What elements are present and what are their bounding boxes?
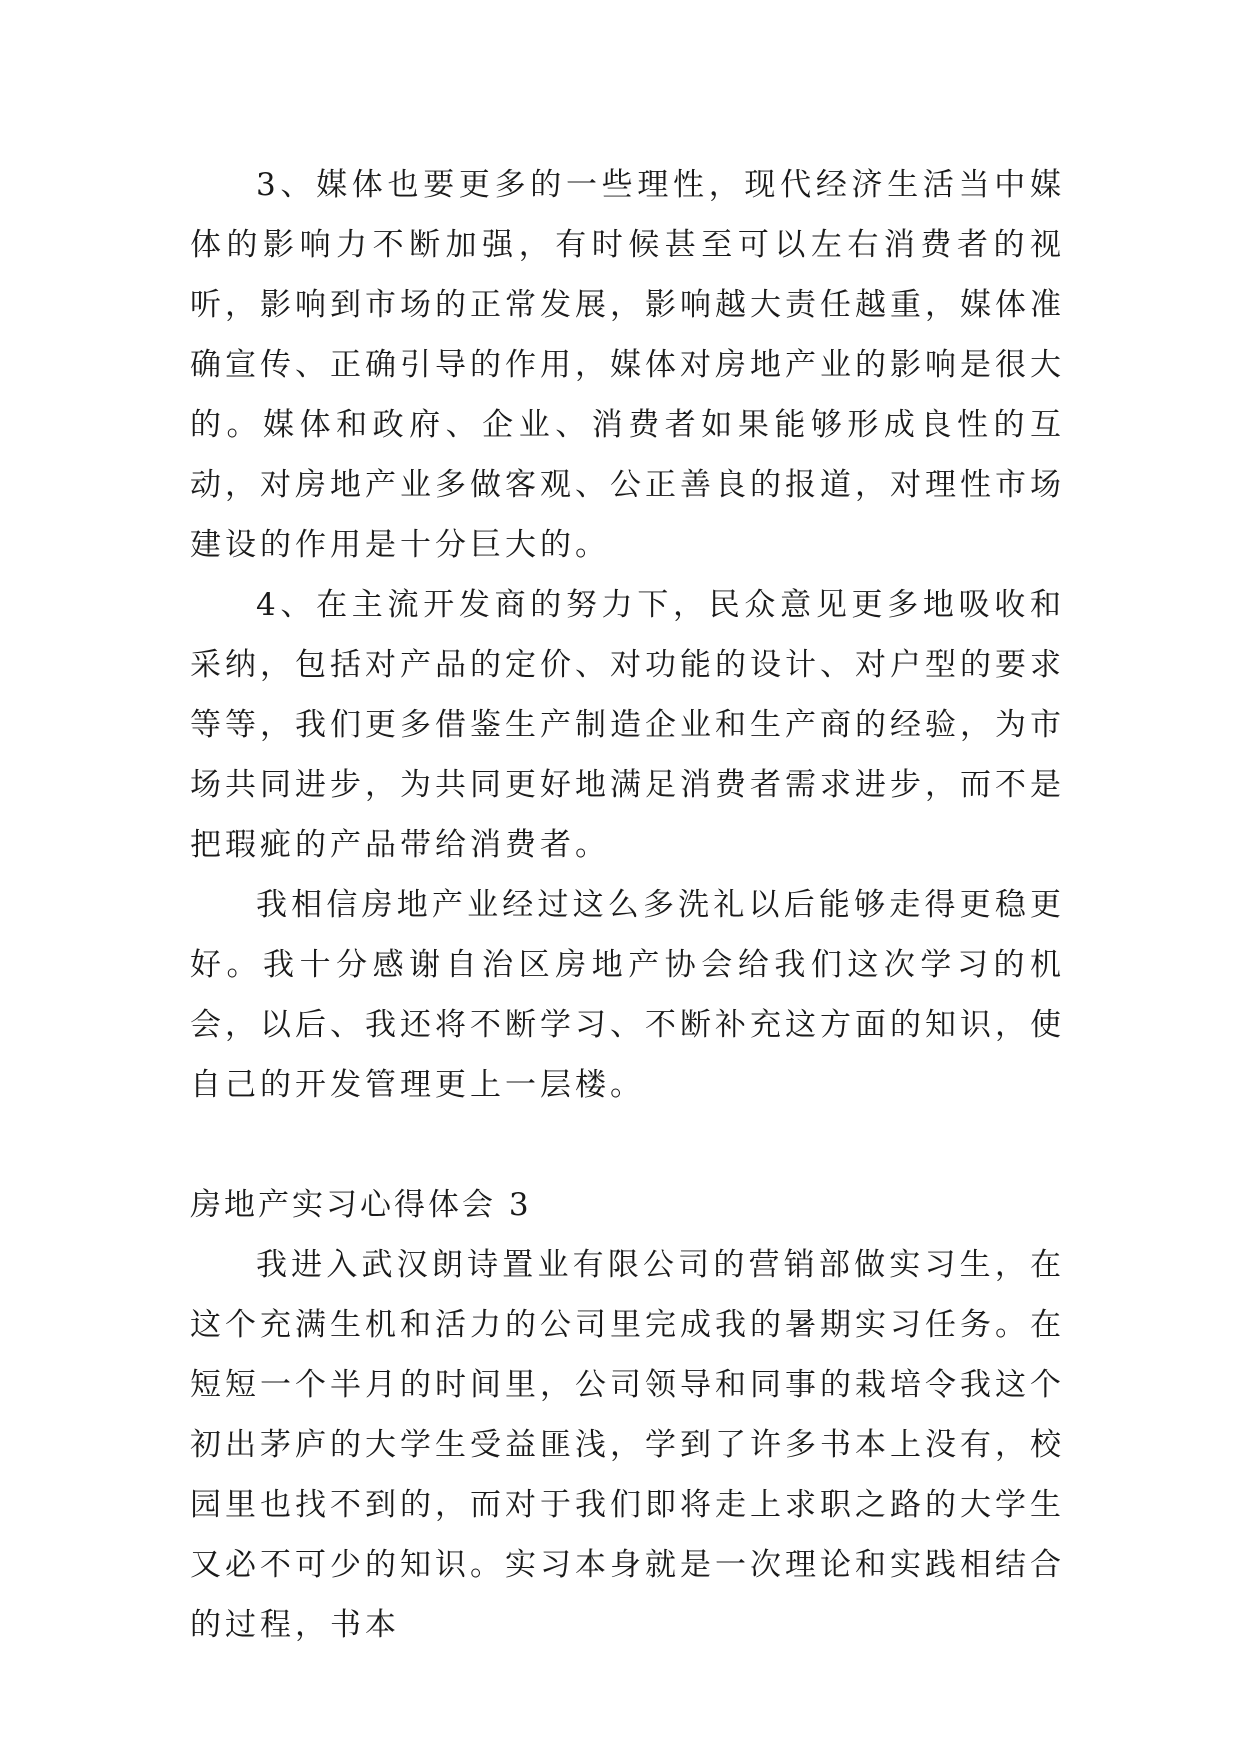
paragraph-conclusion: 我相信房地产业经过这么多洗礼以后能够走得更稳更好。我十分感谢自治区房地产协会给我们这次学习的机会，以后、我还将不断学习、不断补充这方面的知识，使自己的开发管理更上一层楼。 bbox=[190, 887, 1065, 1103]
paragraph-media-rationality: 3、媒体也要更多的一些理性，现代经济生活当中媒体的影响力不断加强，有时候甚至可以左右消费者的视听，影响到市场的正常发展，影响越大责任越重，媒体准确宣传、正确引导的作用，媒体对房地产业的影响是很大的。媒体和政府、企业、消费者如果能够形成良性的互动，对房地产业多做客观、公正善良的报道，对理性市场建设的作用是十分巨大的。 bbox=[190, 167, 1065, 563]
section-spacer bbox=[190, 1115, 1065, 1175]
paragraph-developer-efforts: 4、在主流开发商的努力下，民众意见更多地吸收和采纳，包括对产品的定价、对功能的设计、对户型的要求等等，我们更多借鉴生产制造企业和生产商的经验，为市场共同进步，为共同更好地满足消费者需求进步，而不是把瑕疵的产品带给消费者。 bbox=[190, 587, 1065, 863]
paragraph-internship-intro: 我进入武汉朗诗置业有限公司的营销部做实习生，在这个充满生机和活力的公司里完成我的暑期实习任务。在短短一个半月的时间里，公司领导和同事的栽培令我这个初出茅庐的大学生受益匪浅，学到了许多书本上没有，校园里也找不到的，而对于我们即将走上求职之路的大学生又必不可少的知识。实习本身就是一次理论和实践相结合的过程，书本 bbox=[190, 1247, 1065, 1643]
section-heading: 房地产实习心得体会 3 bbox=[190, 1187, 532, 1223]
document-body bbox=[190, 155, 1065, 1655]
